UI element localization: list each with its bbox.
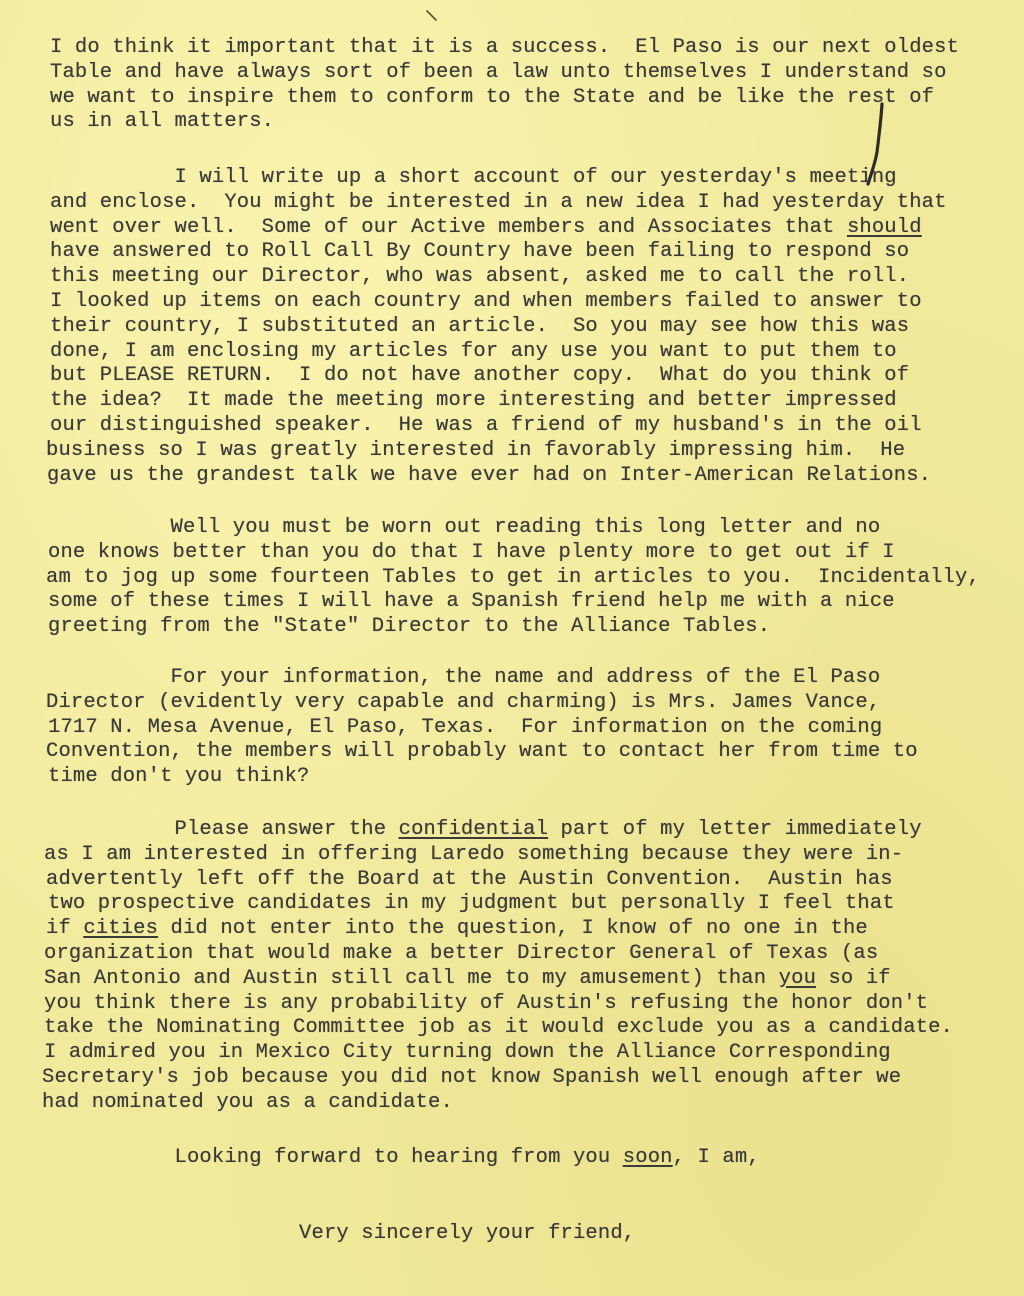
letter-line — [42, 1066, 901, 1090]
letter-line — [50, 818, 922, 842]
line-text: had nominated you as a candidate. — [42, 1090, 453, 1114]
letter-line — [50, 1146, 760, 1170]
letter-line — [46, 740, 918, 764]
line-text: greeting from the "State" Director to the Alliance Tables. — [48, 615, 771, 639]
line-text: business so I was greatly interested in favorably impressing him. He — [46, 438, 906, 462]
letter-line — [50, 216, 922, 240]
line-text: one knows better than you do that I have plenty more to get out if I — [48, 540, 895, 564]
letter-line — [50, 389, 897, 413]
letter-line — [48, 892, 895, 916]
line-text: For your information, the name and address of the El Paso — [46, 666, 881, 689]
letter-line — [46, 868, 893, 892]
underlined-word: should — [846, 215, 922, 239]
letter-line — [47, 464, 931, 488]
letter-line — [46, 666, 880, 690]
line-text: gave us the grandest talk we have ever had on Inter-American Relations. — [47, 463, 932, 487]
line-text: take the Nominating Committee job as it would exclude you as a candidate. — [44, 1016, 953, 1040]
line-text: we want to inspire them to conform to the State and be like the rest of — [50, 85, 935, 109]
line-text: have answered to Roll Call By Country have been failing to respond so — [50, 240, 910, 264]
line-text: , I am, — [672, 1146, 760, 1169]
line-text: their country, I substituted an article. So you may see how this was — [50, 314, 910, 338]
line-text: Director (evidently very capable and charming) is Mrs. James Vance, — [46, 690, 881, 714]
underlined-word: you — [778, 966, 817, 990]
line-text: Secretary's job because you did not know Spanish well enough after we — [42, 1066, 902, 1089]
letter-line — [46, 566, 980, 590]
letter-line — [48, 765, 310, 789]
letter-line — [48, 541, 895, 565]
line-text: done, I am enclosing my articles for any use you want to put them to — [50, 339, 897, 363]
letter-line — [48, 590, 895, 614]
letter-line — [50, 110, 274, 134]
letter-line — [42, 1091, 453, 1115]
letter-line — [46, 516, 880, 540]
line-text: San Antonio and Austin still call me to my amusement) than — [44, 966, 779, 990]
letter-line — [50, 191, 947, 215]
letter-line — [50, 61, 947, 85]
line-text: the idea? It made the meeting more interesting and better impressed — [50, 389, 897, 413]
line-text: I admired you in Mexico City turning down the Alliance Corresponding — [44, 1041, 891, 1065]
letter-line — [44, 967, 891, 991]
letter-line — [44, 1016, 953, 1040]
line-text: advertently left off the Board at the Austin Convention. Austin has — [46, 867, 893, 891]
line-text: so if — [816, 966, 891, 990]
line-text: did not enter into the question, I know of no one in the — [158, 917, 868, 941]
letter-line — [50, 290, 922, 314]
line-text: part of my letter immediately — [548, 818, 922, 841]
line-text: I do think it important that it is a success. El Paso is our next oldest — [50, 36, 959, 59]
letter-line — [44, 1041, 891, 1065]
letter-line — [44, 843, 903, 867]
letter-line — [50, 36, 959, 60]
line-text: I will write up a short account of our yesterday's meeting — [50, 166, 897, 189]
letter-line — [50, 240, 909, 264]
underlined-word: cities — [83, 917, 159, 941]
line-text: two prospective candidates in my judgment but personally I feel that — [48, 892, 895, 916]
letter-line — [50, 340, 897, 364]
line-text: if — [46, 917, 84, 941]
letter-line — [50, 86, 934, 110]
line-text: 1717 N. Mesa Avenue, El Paso, Texas. For information on the coming — [48, 715, 883, 739]
letter-line — [50, 315, 909, 339]
letter-line — [48, 716, 882, 740]
line-text: but PLEASE RETURN. I do not have another copy. What do you think of — [50, 364, 910, 388]
line-text: as I am interested in offering Laredo something because they were in- — [44, 842, 904, 866]
letter-line — [50, 414, 922, 438]
line-text: organization that would make a better Director General of Texas (as — [44, 942, 879, 965]
letter-line — [48, 615, 770, 639]
letter-line — [44, 942, 878, 966]
line-text: Table and have always sort of been a law unto themselves I understand so — [50, 60, 947, 84]
line-text: went over well. Some of our Active members and Associates that — [50, 215, 847, 239]
underlined-word: soon — [622, 1146, 673, 1169]
line-text: you think there is any probability of Austin's refusing the honor don't — [44, 991, 929, 1015]
line-text: Looking forward to hearing from you — [50, 1146, 623, 1169]
letter-line — [44, 992, 928, 1016]
line-text: Well you must be worn out reading this long letter and no — [46, 516, 881, 539]
line-text: our distinguished speaker. He was a friend of my husband's in the oil — [50, 414, 922, 437]
ink-tick-mark — [424, 8, 440, 24]
line-text: time don't you think? — [48, 765, 310, 789]
line-text: this meeting our Director, who was absent, asked me to call the roll. — [50, 265, 910, 289]
line-text: Very sincerely your friend, — [50, 1222, 636, 1245]
letter-line — [50, 265, 909, 289]
letter-line — [46, 691, 880, 715]
letter-line — [50, 364, 909, 388]
line-text: and enclose. You might be interested in a new idea I had yesterday that — [50, 190, 947, 214]
letter-line — [50, 166, 897, 190]
line-text: Convention, the members will probably want to contact her from time to — [46, 740, 918, 764]
line-text: I looked up items on each country and when members failed to answer to — [50, 290, 922, 313]
letter-line — [50, 1222, 635, 1246]
letter-line — [46, 439, 905, 463]
line-text: us in all matters. — [50, 110, 275, 134]
line-text: am to jog up some fourteen Tables to get in articles to you. Incidentally, — [46, 565, 980, 589]
line-text: some of these times I will have a Spanish friend help me with a nice — [48, 590, 895, 614]
line-text: Please answer the — [50, 818, 399, 841]
letter-line — [46, 917, 868, 941]
underlined-word: confidential — [398, 818, 549, 841]
